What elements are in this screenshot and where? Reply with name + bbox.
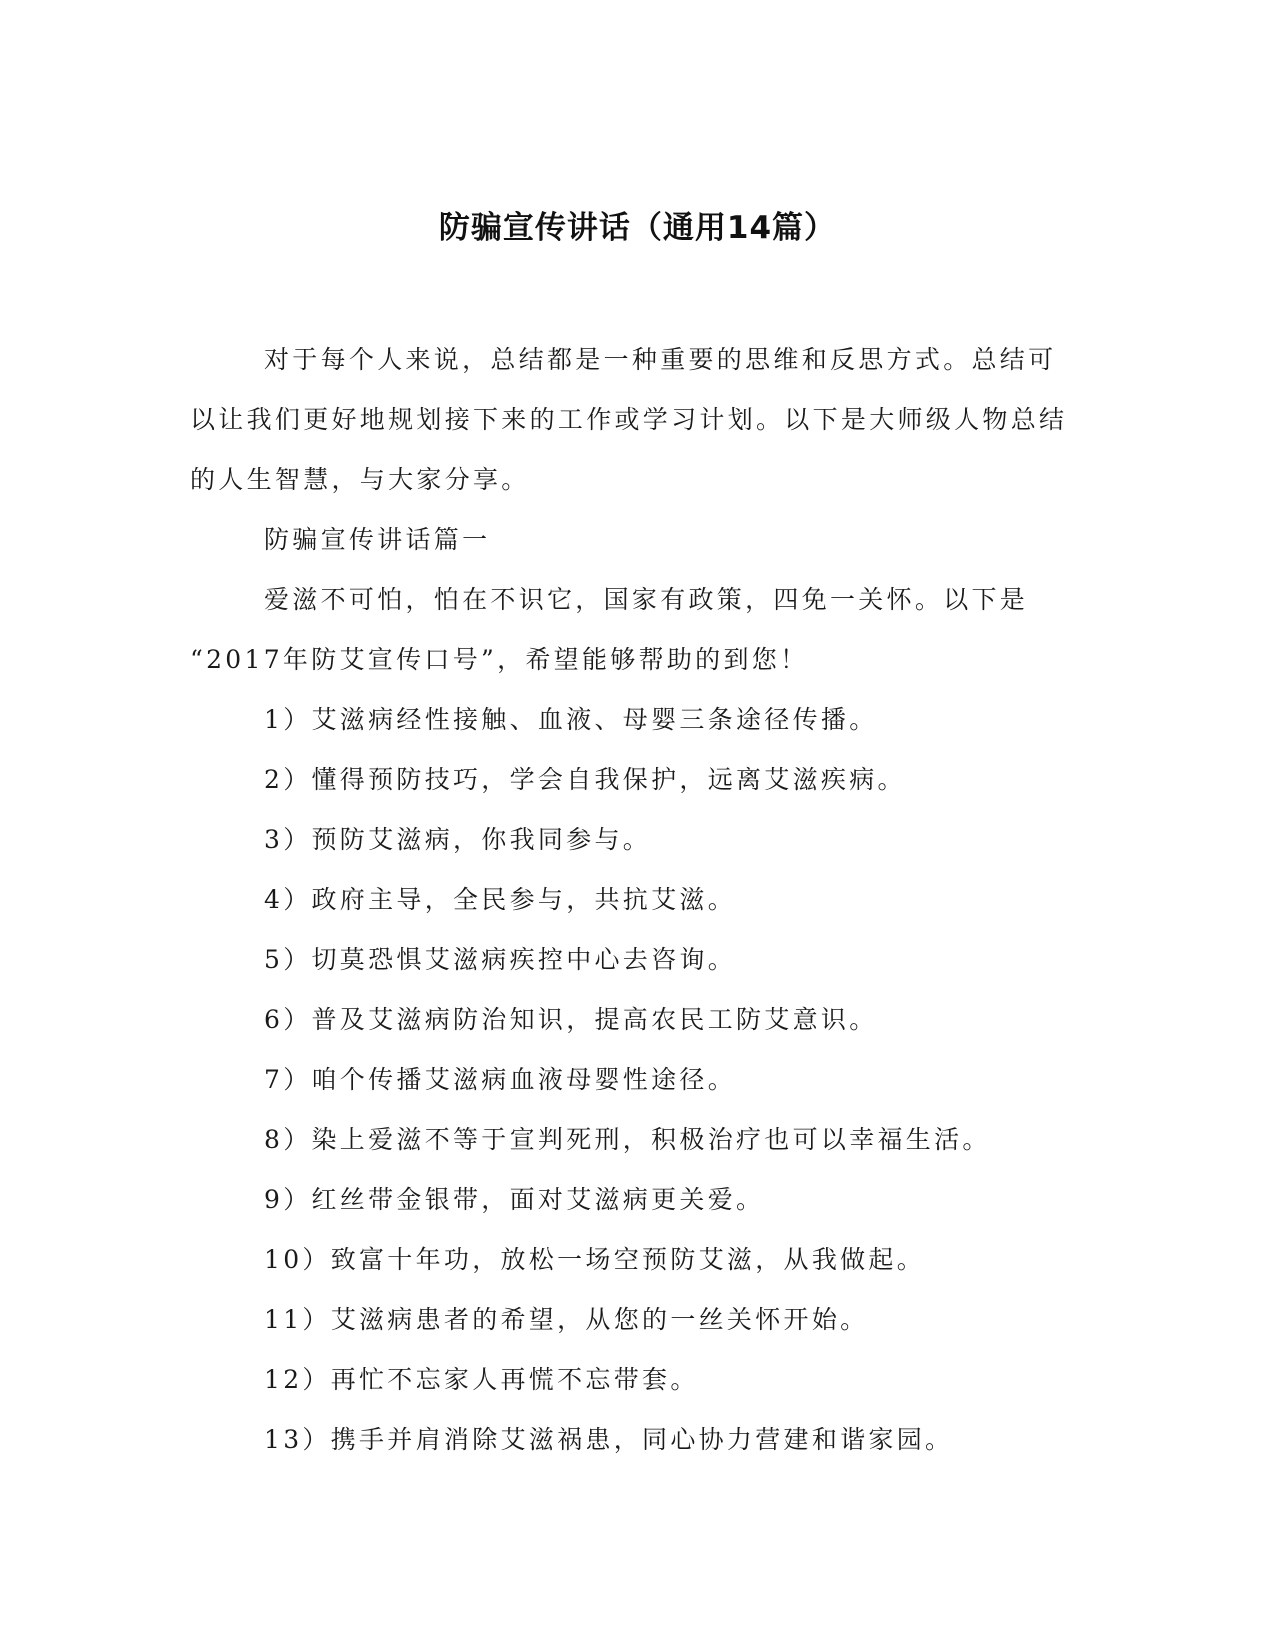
- slogan-item-8: 8）染上爱滋不等于宣判死刑，积极治疗也可以幸福生活。: [264, 1125, 991, 1154]
- slogan-item-3: 3）预防艾滋病，你我同参与。: [264, 825, 652, 854]
- slogan-item-7: 7）咱个传播艾滋病血液母婴性途径。: [264, 1065, 737, 1094]
- section-heading: 防骗宣传讲话篇一: [264, 525, 491, 554]
- slogan-item-2: 2）懂得预防技巧，学会自我保护，远离艾滋疾病。: [264, 765, 906, 794]
- slogan-item-9: 9）红丝带金银带，面对艾滋病更关爱。: [264, 1185, 765, 1214]
- lead-paragraph-line-1: 爱滋不可怕，怕在不识它，国家有政策，四免一关怀。以下是: [264, 585, 1029, 614]
- slogan-item-11: 11）艾滋病患者的希望，从您的一丝关怀开始。: [264, 1305, 869, 1334]
- slogan-item-6: 6）普及艾滋病防治知识，提高农民工防艾意识。: [264, 1005, 878, 1034]
- slogan-item-5: 5）切莫恐惧艾滋病疾控中心去咨询。: [264, 945, 737, 974]
- slogan-item-4: 4）政府主导，全民参与，共抗艾滋。: [264, 885, 737, 914]
- document-title: 防骗宣传讲话（通用14篇）: [438, 210, 837, 246]
- slogan-item-10: 10）致富十年功，放松一场空预防艾滋，从我做起。: [264, 1245, 926, 1274]
- document-body: [190, 330, 1080, 1470]
- lead-paragraph-line-2: “2017年防艾宣传口号”，希望能够帮助的到您！: [190, 645, 809, 674]
- intro-paragraph: 对于每个人来说，总结都是一种重要的思维和反思方式。总结可以让我们更好地规划接下来的工作或学习计划。以下是大师级人物总结的人生智慧，与大家分享。: [190, 345, 1068, 494]
- slogan-item-1: 1）艾滋病经性接触、血液、母婴三条途径传播。: [264, 705, 878, 734]
- slogan-item-13: 13）携手并肩消除艾滋祸患，同心协力营建和谐家园。: [264, 1425, 954, 1454]
- slogan-item-12: 12）再忙不忘家人再慌不忘带套。: [264, 1365, 699, 1394]
